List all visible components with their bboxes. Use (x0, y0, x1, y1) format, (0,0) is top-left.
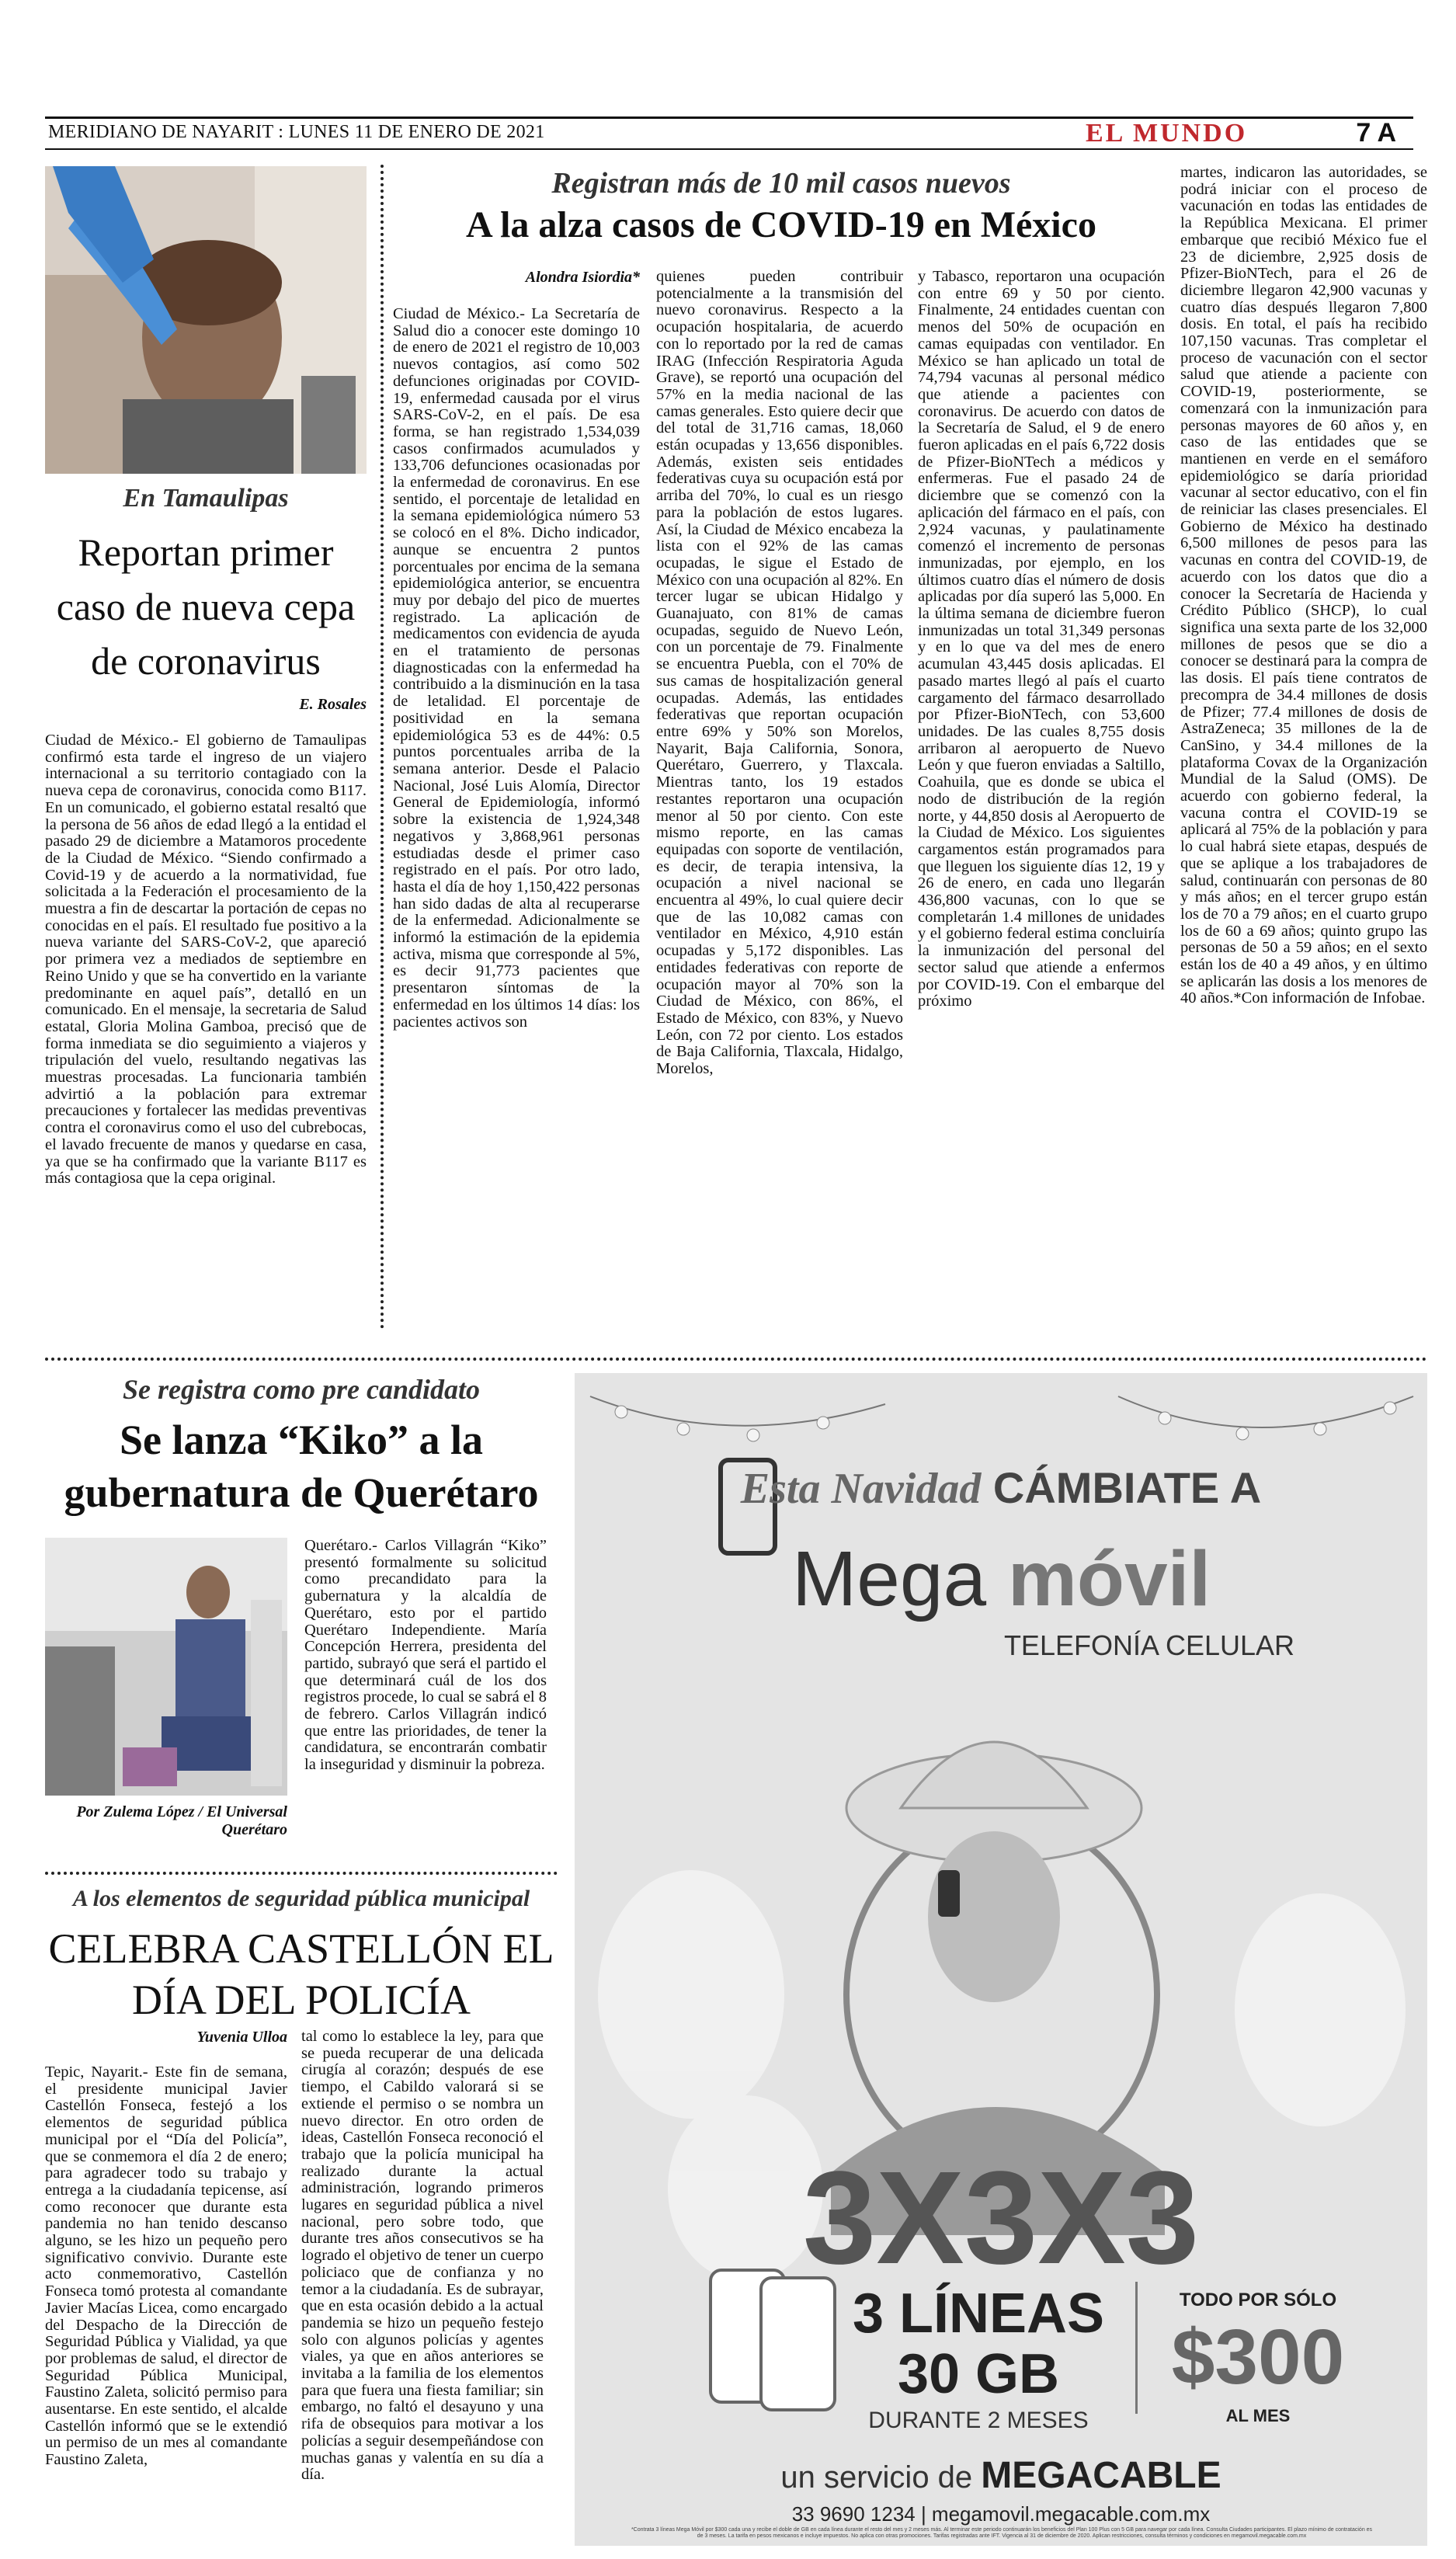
tamaulipas-byline: E. Rosales (299, 696, 367, 713)
section-divider (45, 1358, 1427, 1361)
covid-column-1: Ciudad de México.- La Secretaría de Salud dio a conocer este domingo 10 de enero de 2021 el registro de 10,003 nuevos contagios, así como 502 defunciones originadas por COVID-19, enfermedad causada por el virus SARS-CoV-2, en el país. De esa forma, se han registrado 1,534,039 casos confirmados acumulados y 133,706 defunciones ocasionadas por la enfermedad de coronavirus. En ese sentido, el porcentaje de letalidad en la semana epidemiológica número 53 se colocó en el 8%. Dicho indicador, aunque se encuentra 2 puntos porcentuales por encima de la semana epidemiológica anterior, se encuentra muy por debajo del pico de muertes registrado. La aplicación de medicamentos con evidencia de ayuda en el tratamiento de personas diagnosticadas con la enfermedad ha contribuido a la disminución en la tasa de letalidad. El porcentaje de positividad en la semana epidemiológica 53 es de 44%: 0.5 puntos porcentuales arriba de la semana anterior. Desde el Palacio Nacional, José Luis Alomía, Director General de Epidemiología, informó sobre la existencia de 1,924,348 negativos y 3,868,961 personas estudiadas desde el primer caso registrado en el país. Por otro lado, hasta el día de hoy 1,150,422 personas han sido dadas de alta al recuperarse de la enfermedad. Adicionalmente se informó la estimación de la epidemia activa, misma que corresponde al 5%, es decir 91,773 pacientes que presentaron síntomas de la enfermedad en los últimos 14 días: los pacientes activos son (393, 305, 640, 1031)
castellon-kicker: A los elementos de seguridad pública municipal (72, 1886, 530, 1911)
covid-headline: A la alza casos de COVID-19 en México (466, 204, 1096, 245)
tamaulipas-kicker: En Tamaulipas (123, 484, 289, 513)
ad-price: $300 (1171, 2314, 1345, 2401)
castellon-headline: CELEBRA CASTELLÓN EL DÍA DEL POLICÍA (48, 1925, 554, 2023)
castellon-column-2: tal como lo establece la ley, para que se pueda recuperar de una delicada cirugía al corazón; después de ese tiempo, el Cabildo valorará si se extiende el permiso o se nombra un nuevo director. En otro orden de ideas, Castellón Fonseca reconoció el trabajo que la policía municipal ha realizado durante la actual administración, logrando primeros lugares en seguridad pública a nivel nacional, pero sobre todo, que durante tres años consecutivos se ha logrado el objetivo de tener un cuerpo policiaco que de confianza y no temor a la ciudadanía. Es de subrayar, que en esta ocasión debido a la actual pandemia se hizo un pequeño festejo solo con algunos policías y agentes viales, ya que en años anteriores se invitaba a la familia de los elementos para que fuera una fiesta familiar; sin embargo, no faltó el desayuno y una rifa de obsequios para motivar a los policías a seguir desempeñándose con muchas ganas y valentía en su día a día. (301, 2028, 544, 2484)
covid-column-3: y Tabasco, reportaron una ocupación con entre 69 y 50 por ciento. Finalmente, 24 entidades cuentan con menos del 50% de ocupación en camas equipadas con ventilador. En México se han aplicado un total de 74,794 vacunas al personal médico que atiende a pacientes con coronavirus. De acuerdo con datos de la Secretaría de Salud, el 9 de enero fueron aplicadas en el país 6,722 dosis de Pfizer-BioNTech a médicos y enfermeras. Fue el pasado 24 de diciembre que se comenzó con la aplicación del fármaco en el país, con 2,924 vacunas, y paulatinamente comenzó el incremento de personas inmunizadas, por ejemplo, en los últimos cuatro días el número de dosis aplicadas por día superó las 5,000. En la última semana de diciembre fueron inmunizadas un total 31,349 personas y en lo que va del mes de enero acumulan 43,445 dosis aplicadas. El pasado martes llegó al país el cuarto cargamento del fármaco desarrollado por Pfizer-BioNTech, con 53,600 unidades. De las cuales 8,755 dosis arribaron al aeropuerto de Nuevo León y que fueron enviadas a Saltillo, Coahuila, que es donde se ubica el nodo de distribución de la región norte, y 44,850 dosis al Aeropuerto de la Ciudad de México. Los siguientes cargamentos están programados para que lleguen los siguiente días 12, 19 y 26 de enero, en cada uno llegarán 436,800 vacunas, con lo que se completarán 1.4 millones de unidades y el gobierno federal estima concluiría la inmunización del personal del sector salud que atiende a enfermos por COVID-19. Con el embarque del próximo (918, 268, 1165, 1010)
kiko-body: Querétaro.- Carlos Villagrán “Kiko” presentó formalmente su solicitud como precandidato para la gubernatura y la alcaldía de Querétaro, esto por el partido Querétaro Independiente. María Concepción Herrera, presidenta del partido, subrayó que será el partido el que determinará cuál de los dos registros procede, lo cual se sabrá el 8 de febrero. Carlos Villagrán indicó que entre las prioridades, de tener la candidatura, se encontrarán combatir la inseguridad y disminuir la pobreza. (304, 1537, 547, 1774)
section-divider-left (45, 1872, 558, 1875)
tamaulipas-photo (45, 166, 367, 474)
kiko-photo (45, 1538, 287, 1796)
covid-byline: Alondra Isiordia* (525, 269, 640, 286)
header-page-number: 7 A (1356, 118, 1396, 148)
candidate-registration-photo-illustration (45, 1538, 287, 1796)
ad-service-label: un servicio de (780, 2460, 973, 2495)
ad-price-period: AL MES (1225, 2406, 1291, 2425)
page-header (45, 116, 1413, 150)
megamovil-advertisement[interactable] (575, 1373, 1427, 2546)
swab-test-photo-illustration (45, 166, 367, 474)
ad-lines: 3 LÍNEAS (852, 2283, 1105, 2345)
tamaulipas-headline: Reportan primer caso de nueva cepa de coronavirus (56, 530, 356, 683)
ad-subtitle: TELEFONÍA CELULAR (1003, 1629, 1295, 1661)
covid-column-2: quienes pueden contribuir potencialmente a la transmisión del nuevo coronavirus. Respecto a la ocupación hospitalaria, de acuerdo con lo reportado por la red de camas IRAG (Infección Respiratoria Aguda Grave), se reportó una ocupación del 57% en la media nacional de las camas generales. Esto quiere decir que del total de 31,716 camas, 18,060 están ocupadas y 13,656 disponibles. Además, existen seis entidades federativas cuya su ocupación está por arriba del 70%, lo cual es un riesgo para la población de estos lugares. Así, la Ciudad de México encabeza la lista con el 92% de las camas ocupadas, le sigue el Estado de México con una ocupación al 82%. En tercer lugar se ubican Hidalgo y Guanajuato, con 81% de camas ocupadas, seguido de Nuevo León, con un porcentaje de 79. Finalmente se encuentra Puebla, con el 70% de sus camas de hospitalización general ocupadas. Además, las entidades federativas que reportan ocupación entre 69% y 50% son Morelos, Nayarit, Baja California, Sonora, Querétaro, Guerrero, y Tlaxcala. Mientras tanto, los 19 estados restantes reportaron una ocupación menor al 50 por ciento. Con este mismo reporte, en las camas equipadas con soporte de ventilación, es decir, de terapia intensiva, la ocupación a nivel nacional se encuentra al 49%, lo cual quiere decir que de las 10,082 camas con ventilador en México, 4,910 están ocupadas y 5,172 disponibles. Las entidades federativas con reporte de ocupación mayor al 70% son la Ciudad de México, con 86%, el Estado de México, con 83%, y Nuevo León, con 72 por ciento. Los estados de Baja California, Tlaxcala, Hidalgo, Morelos, (656, 268, 903, 1078)
castellon-column-1: Tepic, Nayarit.- Este fin de semana, el presidente municipal Javier Castellón Fonseca, festejó a los elementos de seguridad pública municipal por el “Día del Policía”, que se conmemora el día 2 de enero; para agradecer todo su trabajo y entrega a la ciudadanía tepicense, así como reconocer que durante esta pandemia no han tenido descanso alguno, se les hizo un pequeño pero significativo convivio. Durante este acto conmemorativo, Castellón Fonseca tomó protesta al comandante Javier Macías Licea, como encargado del Despacho de la Dirección de Seguridad Pública y Vialidad, ya que por problemas de salud, el director de Seguridad Pública Municipal, Faustino Zaleta, solicitó permiso para ausentarse. En este sentido, el alcalde Castellón informó que se le extendió un permiso de un mes al comandante Faustino Zaleta, (45, 2064, 287, 2469)
covid-column-4: martes, indicaron las autoridades, se podrá iniciar con el proceso de vacunación en todas las entidades de la República Mexicana. El primer embarque que recibió México fue el 23 de diciembre, 2,925 dosis de Pfizer-BioNTech, para el 26 de diciembre llegaron 42,900 vacunas y cuatro días después llegaron 7,800 dosis. En total, el país ha recibido 107,150 vacunas. Tras completar el proceso de vacunación con el sector salud que atiende a paciente con COVID-19, posteriormente, se comenzará con la inmunización para personas mayores de 60 años y, en caso de las entidades que se mantienen en verde en el semáforo epidemiológico se daría prioridad vacunar al sector educativo, con el fin de reiniciar las clases presenciales. El Gobierno de México ha destinado 6,500 millones de pesos para las vacunas en contra del COVID-19, de acuerdo con los datos que dio a conocer la Secretaría de Hacienda y Crédito Público (SHCP), lo cual significa una sexta parte de los 32,000 millones de pesos que se dio a conocer se destinará para la compra de las dosis. El país tiene contratos de precompra de 34.4 millones de dosis de Pfizer; 77.4 millones de dosis de AstraZeneca; 35 millones de la de CanSino, y 34.4 millones de la plataforma Covax de la Organización Mundial de la Salud (OMS). De acuerdo con gobierno federal, la vacuna contra el COVID-19 se aplicará al 75% de la población y para lo cual habrá siete etapas, después de que se aplique a los trabajadores de salud, continuarán con personas de 80 y más años; en el tercer grupo están los de 70 a 79 años; en el cuarto grupo los de 60 a 69 años; quinto grupo las personas de 50 a 59 años; en el sexto están los de 40 a 49 años, y en último se aplicarán las dosis a los menores de 40 años.*Con información de Infobae. (1180, 164, 1427, 1007)
ad-price-label: TODO POR SÓLO (1179, 2290, 1337, 2310)
ad-tagline-script: Esta Navidad (740, 1465, 982, 1513)
ad-service (575, 2454, 1427, 2497)
ad-contact[interactable]: 33 9690 1234 | megamovil.megacable.com.mx (791, 2502, 1211, 2526)
kiko-headline: Se lanza “Kiko” a la gubernatura de Querétaro (64, 1417, 539, 1516)
ad-brand (792, 1535, 1336, 1624)
covid-kicker: Registran más de 10 mil casos nuevos (551, 167, 1011, 200)
tamaulipas-body: Ciudad de México.- El gobierno de Tamaulipas confirmó esta tarde el ingreso de un viajero internacional a su territorio contagiado con la nueva cepa de coronavirus, conocida como B117. En un comunicado, el gobierno estatal resaltó que la persona de 56 años de edad llegó a la entidad el pasado 29 de diciembre a Matamoros procedente de la Ciudad de México. “Siendo confirmado a Covid-19 y de acuerdo a la normatividad, fue solicitada a la Federación el procesamiento de la muestra a fin de descartar la portación de cepas no conocidas en el país. El resultado fue positivo a la nueva variante del SARS-CoV-2, que apareció por primera vez a mediados de septiembre en Reino Unido y que se ha convertido en la variante predominante en aquel país”, detalló en un comunicado. En el mensaje, la secretaria de Salud estatal, Gloria Molina Gamboa, precisó que de forma inmediata se dio seguimiento a viajeros y tripulación del vuelo, resultando negativas las muestras procesadas. La funcionaria también advirtió a la población para extremar precauciones y fortalecer las medidas preventivas contra el coronavirus como el uso del cubrebocas, el lavado frecuente de manos y quedarse en casa, ya que se ha confirmado que la variante B117 es más contagiosa que la cepa original. (45, 732, 367, 1187)
ad-brand-movil: móvil (1007, 1535, 1211, 1622)
ad-data: 30 GB (897, 2343, 1060, 2405)
ad-tagline (575, 1462, 1427, 1514)
ad-promo: 3X3X3 (802, 2144, 1200, 2292)
castellon-byline: Yuvenia Ulloa (196, 2029, 287, 2046)
ad-duration: DURANTE 2 MESES (868, 2408, 1089, 2433)
ad-fineprint: *Contrata 3 líneas Mega Móvil por $300 cada una y recibe el doble de GB en cada línea durante el resto del mes y 2 meses más. Al terminar este periodo continuarán los beneficios del Plan 100 Plus con 5 GB para navegar por cada línea. Consulta Ciudades participantes. El plazo mínimo de contratación es de 3 meses. La tarifa en pesos mexicanos e incluye impuestos. No aplica con otras promociones. Tarifas registradas ante IFT. Vigencia al 31 de diciembre de 2020. Aplican restricciones, consulta términos y condiciones en megamovil.megacable.com.mx (631, 2527, 1373, 2539)
kiko-photo-credit: Por Zulema López / El Universal Querétaro (76, 1803, 287, 1838)
kiko-kicker: Se registra como pre candidato (123, 1374, 480, 1405)
header-section: EL MUNDO (1086, 119, 1248, 148)
ad-brand-mega: Mega (792, 1535, 987, 1622)
column-divider (381, 165, 384, 1330)
megacable-logo: MEGACABLE (981, 2455, 1221, 2496)
header-dateline: MERIDIANO DE NAYARIT : LUNES 11 DE ENERO DE 2021 (48, 122, 545, 142)
ad-tagline-bold: CÁMBIATE A (992, 1463, 1262, 1512)
